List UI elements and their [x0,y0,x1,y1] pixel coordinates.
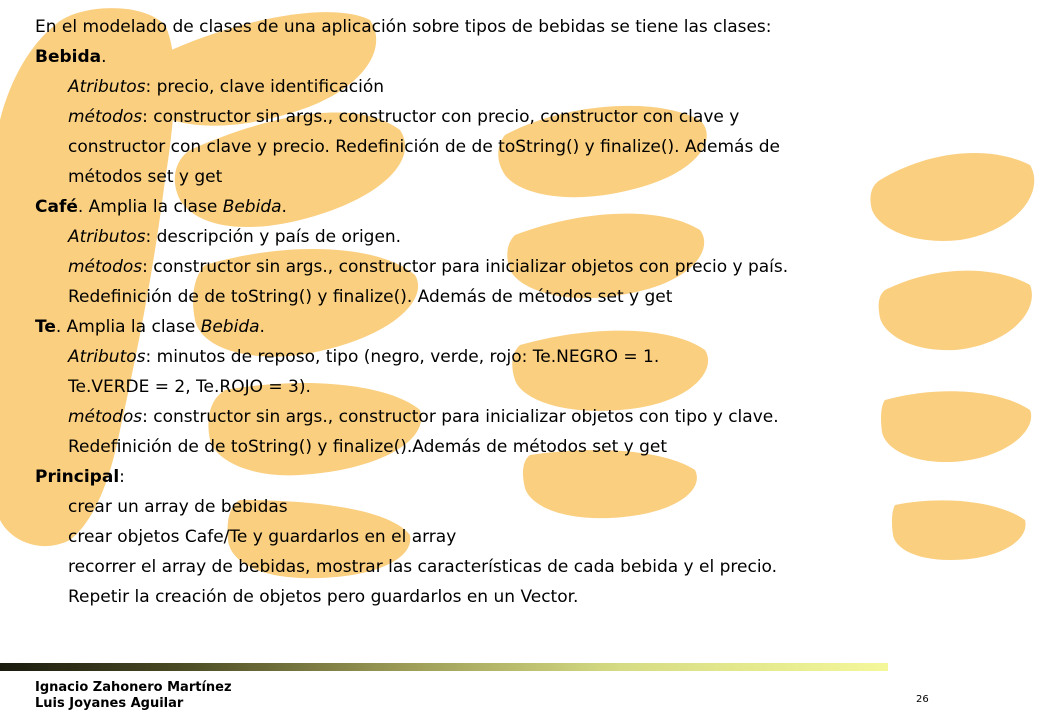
footer-author-2: Luis Joyanes Aguilar [35,696,184,711]
cafe-meth-text: : constructor sin args., constructor para inicializar objetos con precio y país. [142,257,789,277]
te-heading-text: . Amplia la clase [55,317,201,337]
intro-text: En el modelado de clases de una aplicación sobre tipos de bebidas se tiene las clases: [35,17,772,37]
bebida-attr-text: : precio, clave identificación [145,77,385,97]
bebida-heading [35,46,107,68]
cafe-class-name: Café [35,197,78,217]
principal-step: recorrer el array de bebidas, mostrar las características de cada bebida y el precio. [68,557,778,577]
cafe-methods [68,256,788,278]
te-class-name: Te [35,317,56,337]
cafe-meth-label: métodos [68,257,143,277]
principal-heading-punct: : [119,467,125,487]
footer-gradient-rule [0,663,888,671]
bebida-methods-cont-2: métodos set y get [68,167,223,187]
te-parent-class: Bebida [200,317,260,337]
bebida-class-name: Bebida [35,47,102,67]
cafe-heading-text: . Amplia la clase [77,197,223,217]
principal-step: crear un array de bebidas [68,497,288,517]
bebida-meth-text: : constructor sin args., constructor con precio, constructor con clave y [142,107,740,127]
te-methods [68,406,779,428]
cafe-heading [35,196,287,218]
cafe-parent-class: Bebida [222,197,282,217]
bebida-meth-label: métodos [68,107,143,127]
te-attr-text: : minutos de reposo, tipo (negro, verde, rojo: Te.NEGRO = 1. [145,347,660,367]
cafe-attributes [68,226,401,248]
bebida-heading-punct: . [101,47,107,67]
te-heading-punct: . [259,317,265,337]
te-meth-label: métodos [68,407,143,427]
principal-heading [35,466,125,488]
te-methods-cont: Redefinición de de toString() y finalize().Además de métodos set y get [68,437,668,457]
te-attributes-cont: Te.VERDE = 2, Te.ROJO = 3). [68,377,311,397]
bebida-attr-label: Atributos [68,77,146,97]
bebida-methods [68,106,739,128]
page-number: 26 [916,694,929,705]
bebida-methods-cont: constructor con clave y precio. Redefinición de de toString() y finalize(). Además de [68,137,780,157]
footer-author-1: Ignacio Zahonero Martínez [35,680,232,695]
bebida-attributes [68,76,384,98]
cafe-methods-cont: Redefinición de de toString() y finalize(). Además de métodos set y get [68,287,673,307]
cafe-attr-label: Atributos [68,227,146,247]
principal-step: Repetir la creación de objetos pero guardarlos en un Vector. [68,587,579,607]
te-attr-label: Atributos [68,347,146,367]
principal-step: crear objetos Cafe/Te y guardarlos en el array [68,527,457,547]
te-meth-text: : constructor sin args., constructor para inicializar objetos con tipo y clave. [142,407,779,427]
principal-class-name: Principal [35,467,120,487]
te-heading [35,316,265,338]
cafe-attr-text: : descripción y país de origen. [145,227,402,247]
cafe-heading-punct: . [281,197,287,217]
te-attributes [68,346,659,368]
